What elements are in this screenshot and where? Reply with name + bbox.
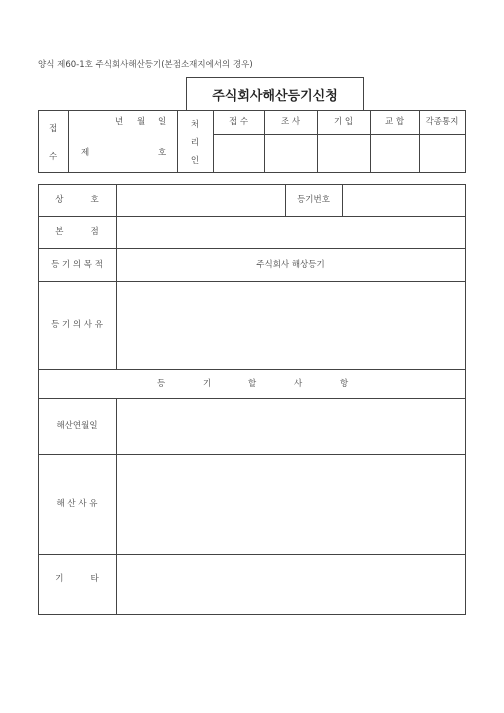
col-verification: 교 합 bbox=[384, 117, 405, 127]
receipt-day-label: 일 bbox=[158, 117, 167, 127]
items-header-char-2: 기 bbox=[203, 379, 212, 389]
receipt-number-prefix: 제 bbox=[81, 148, 90, 158]
receipt-year-label: 년 bbox=[115, 117, 124, 127]
document-title: 주식회사해산등기신청 bbox=[186, 77, 364, 110]
col-notifications: 각종통지 bbox=[425, 117, 459, 127]
items-header-char-5: 항 bbox=[340, 379, 349, 389]
dissolution-reason-label: 해 산 사 유 bbox=[56, 499, 98, 509]
registration-number-label: 등기번호 bbox=[297, 195, 330, 205]
other-field[interactable] bbox=[117, 555, 465, 614]
registration-purpose-value: 주식회사 해상등기 bbox=[256, 260, 325, 270]
col-receipt: 접 수 bbox=[228, 117, 249, 127]
receipt-jeop-label: 접 bbox=[49, 124, 58, 134]
receipt-number-suffix: 호 bbox=[158, 148, 167, 158]
col-inspection: 조 사 bbox=[280, 117, 301, 127]
registration-number-field[interactable] bbox=[343, 185, 465, 216]
company-name-field[interactable] bbox=[117, 185, 285, 216]
receipt-su-label: 수 bbox=[49, 152, 58, 162]
receipt-month-label: 월 bbox=[137, 117, 146, 127]
registration-reason-label: 등 기 의 사 유 bbox=[51, 320, 103, 330]
other-label: 기 타 bbox=[55, 574, 99, 584]
head-office-label: 본 점 bbox=[55, 227, 99, 237]
dissolution-date-label: 해산연월일 bbox=[56, 421, 98, 431]
company-name-label: 상 호 bbox=[55, 195, 99, 205]
col-entry: 기 입 bbox=[333, 117, 354, 127]
registration-reason-field[interactable] bbox=[117, 282, 465, 369]
form-number-label: 양식 제60-1호 주식회사해산등기(본점소재지에서의 경우) bbox=[38, 60, 253, 70]
dissolution-date-field[interactable] bbox=[117, 399, 465, 454]
registration-purpose-label: 등 기 의 목 적 bbox=[51, 260, 103, 270]
items-header-char-4: 사 bbox=[294, 379, 303, 389]
dissolution-reason-field[interactable] bbox=[117, 455, 465, 554]
processor-label: 처 리 인 bbox=[190, 120, 200, 166]
head-office-field[interactable] bbox=[117, 217, 465, 248]
items-header-char-1: 등 bbox=[157, 379, 166, 389]
items-header-char-3: 할 bbox=[248, 379, 257, 389]
